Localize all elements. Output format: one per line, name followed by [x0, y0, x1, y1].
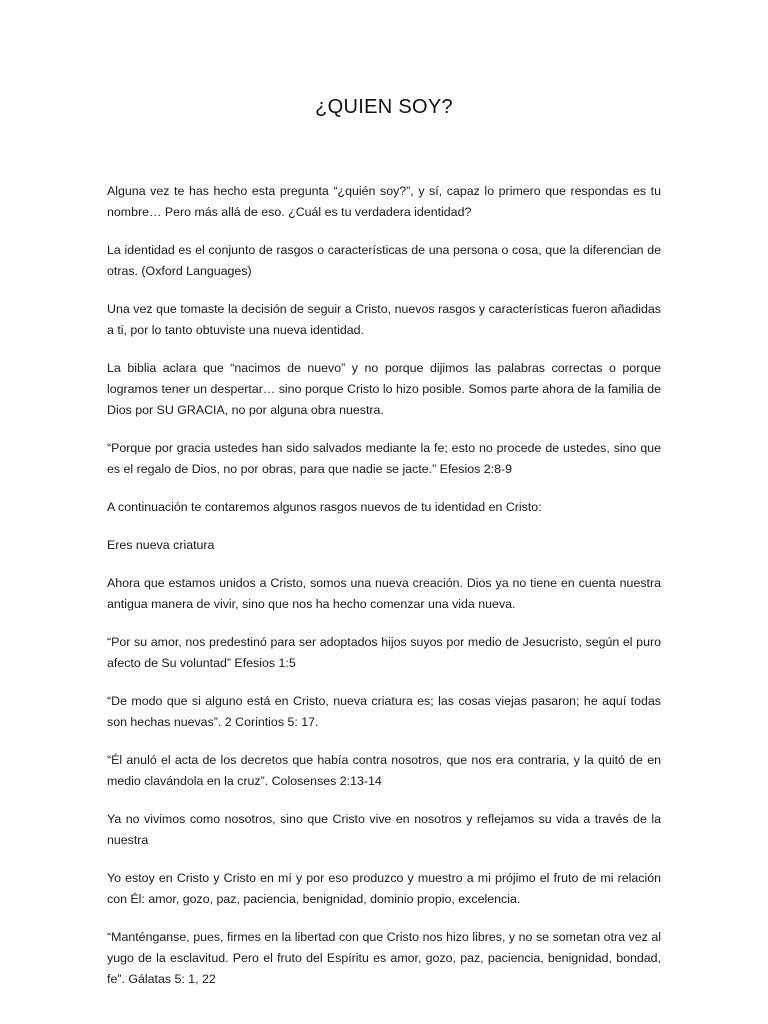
paragraph-christ-lives-in-us: Ya no vivimos como nosotros, sino que Cristo vive en nosotros y reflejamos su vida a través de la nuestra: [107, 812, 661, 847]
paragraph-quote-ephesians-1: “Por su amor, nos predestinó para ser adoptados hijos suyos por medio de Jesucristo, según el puro afecto de Su voluntad” Efesios 1:5: [107, 635, 661, 670]
paragraph-born-again: La biblia aclara que “nacimos de nuevo” y no porque dijimos las palabras correctas o porque logramos tener un despertar… sino porque Cristo lo hizo posible. Somos parte ahora de la familia de Dios por SU GRACIA, no por alguna obra nuestra.: [107, 361, 661, 417]
paragraph-quote-colossians: “Él anuló el acta de los decretos que había contra nosotros, que nos era contraria, y la quitó de en medio clavándola en la cruz”. Colosenses 2:13-14: [107, 753, 661, 788]
paragraph-intro-question: Alguna vez te has hecho esta pregunta “¿quién soy?”, y sí, capaz lo primero que respondas es tu nombre… Pero más allá de eso. ¿Cuál es tu verdadera identidad?: [107, 184, 661, 219]
paragraph-quote-2-corinthians: “De modo que si alguno está en Cristo, nueva criatura es; las cosas viejas pasaron; he aquí todas son hechas nuevas”. 2 Corintios 5: 17.: [107, 694, 661, 729]
document-title: ¿QUIEN SOY?: [315, 96, 453, 118]
paragraph-identity-definition: La identidad es el conjunto de rasgos o características de una persona o cosa, que la diferencian de otras. (Oxford Languages): [107, 243, 661, 278]
section-heading-new-creature: Eres nueva criatura: [107, 538, 215, 552]
paragraph-new-identity: Una vez que tomaste la decisión de seguir a Cristo, nuevos rasgos y características fueron añadidas a ti, por lo tanto obtuviste una nueva identidad.: [107, 302, 661, 337]
paragraph-new-creation: Ahora que estamos unidos a Cristo, somos una nueva creación. Dios ya no tiene en cuenta nuestra antigua manera de vivir, sino que nos ha hecho comenzar una vida nueva.: [107, 576, 661, 611]
paragraph-fruit-of-relationship: Yo estoy en Cristo y Cristo en mí y por eso produzco y muestro a mi prójimo el fruto de mi relación con Él: amor, gozo, paz, paciencia, benignidad, dominio propio, excelencia.: [107, 871, 661, 906]
document-body: [107, 181, 661, 1007]
paragraph-traits-intro: A continuación te contaremos algunos rasgos nuevos de tu identidad en Cristo:: [107, 500, 542, 514]
paragraph-quote-galatians: “Manténganse, pues, firmes en la libertad con que Cristo nos hizo libres, y no se sometan otra vez al yugo de la esclavitud. Pero el fruto del Espíritu es amor, gozo, paz, paciencia, benignidad, bondad, fe”. Gálatas 5: 1, 22: [107, 930, 661, 986]
paragraph-quote-ephesians-2: “Porque por gracia ustedes han sido salvados mediante la fe; esto no procede de ustedes, sino que es el regalo de Dios, no por obras, para que nadie se jacte.” Efesios 2:8-9: [107, 441, 661, 476]
